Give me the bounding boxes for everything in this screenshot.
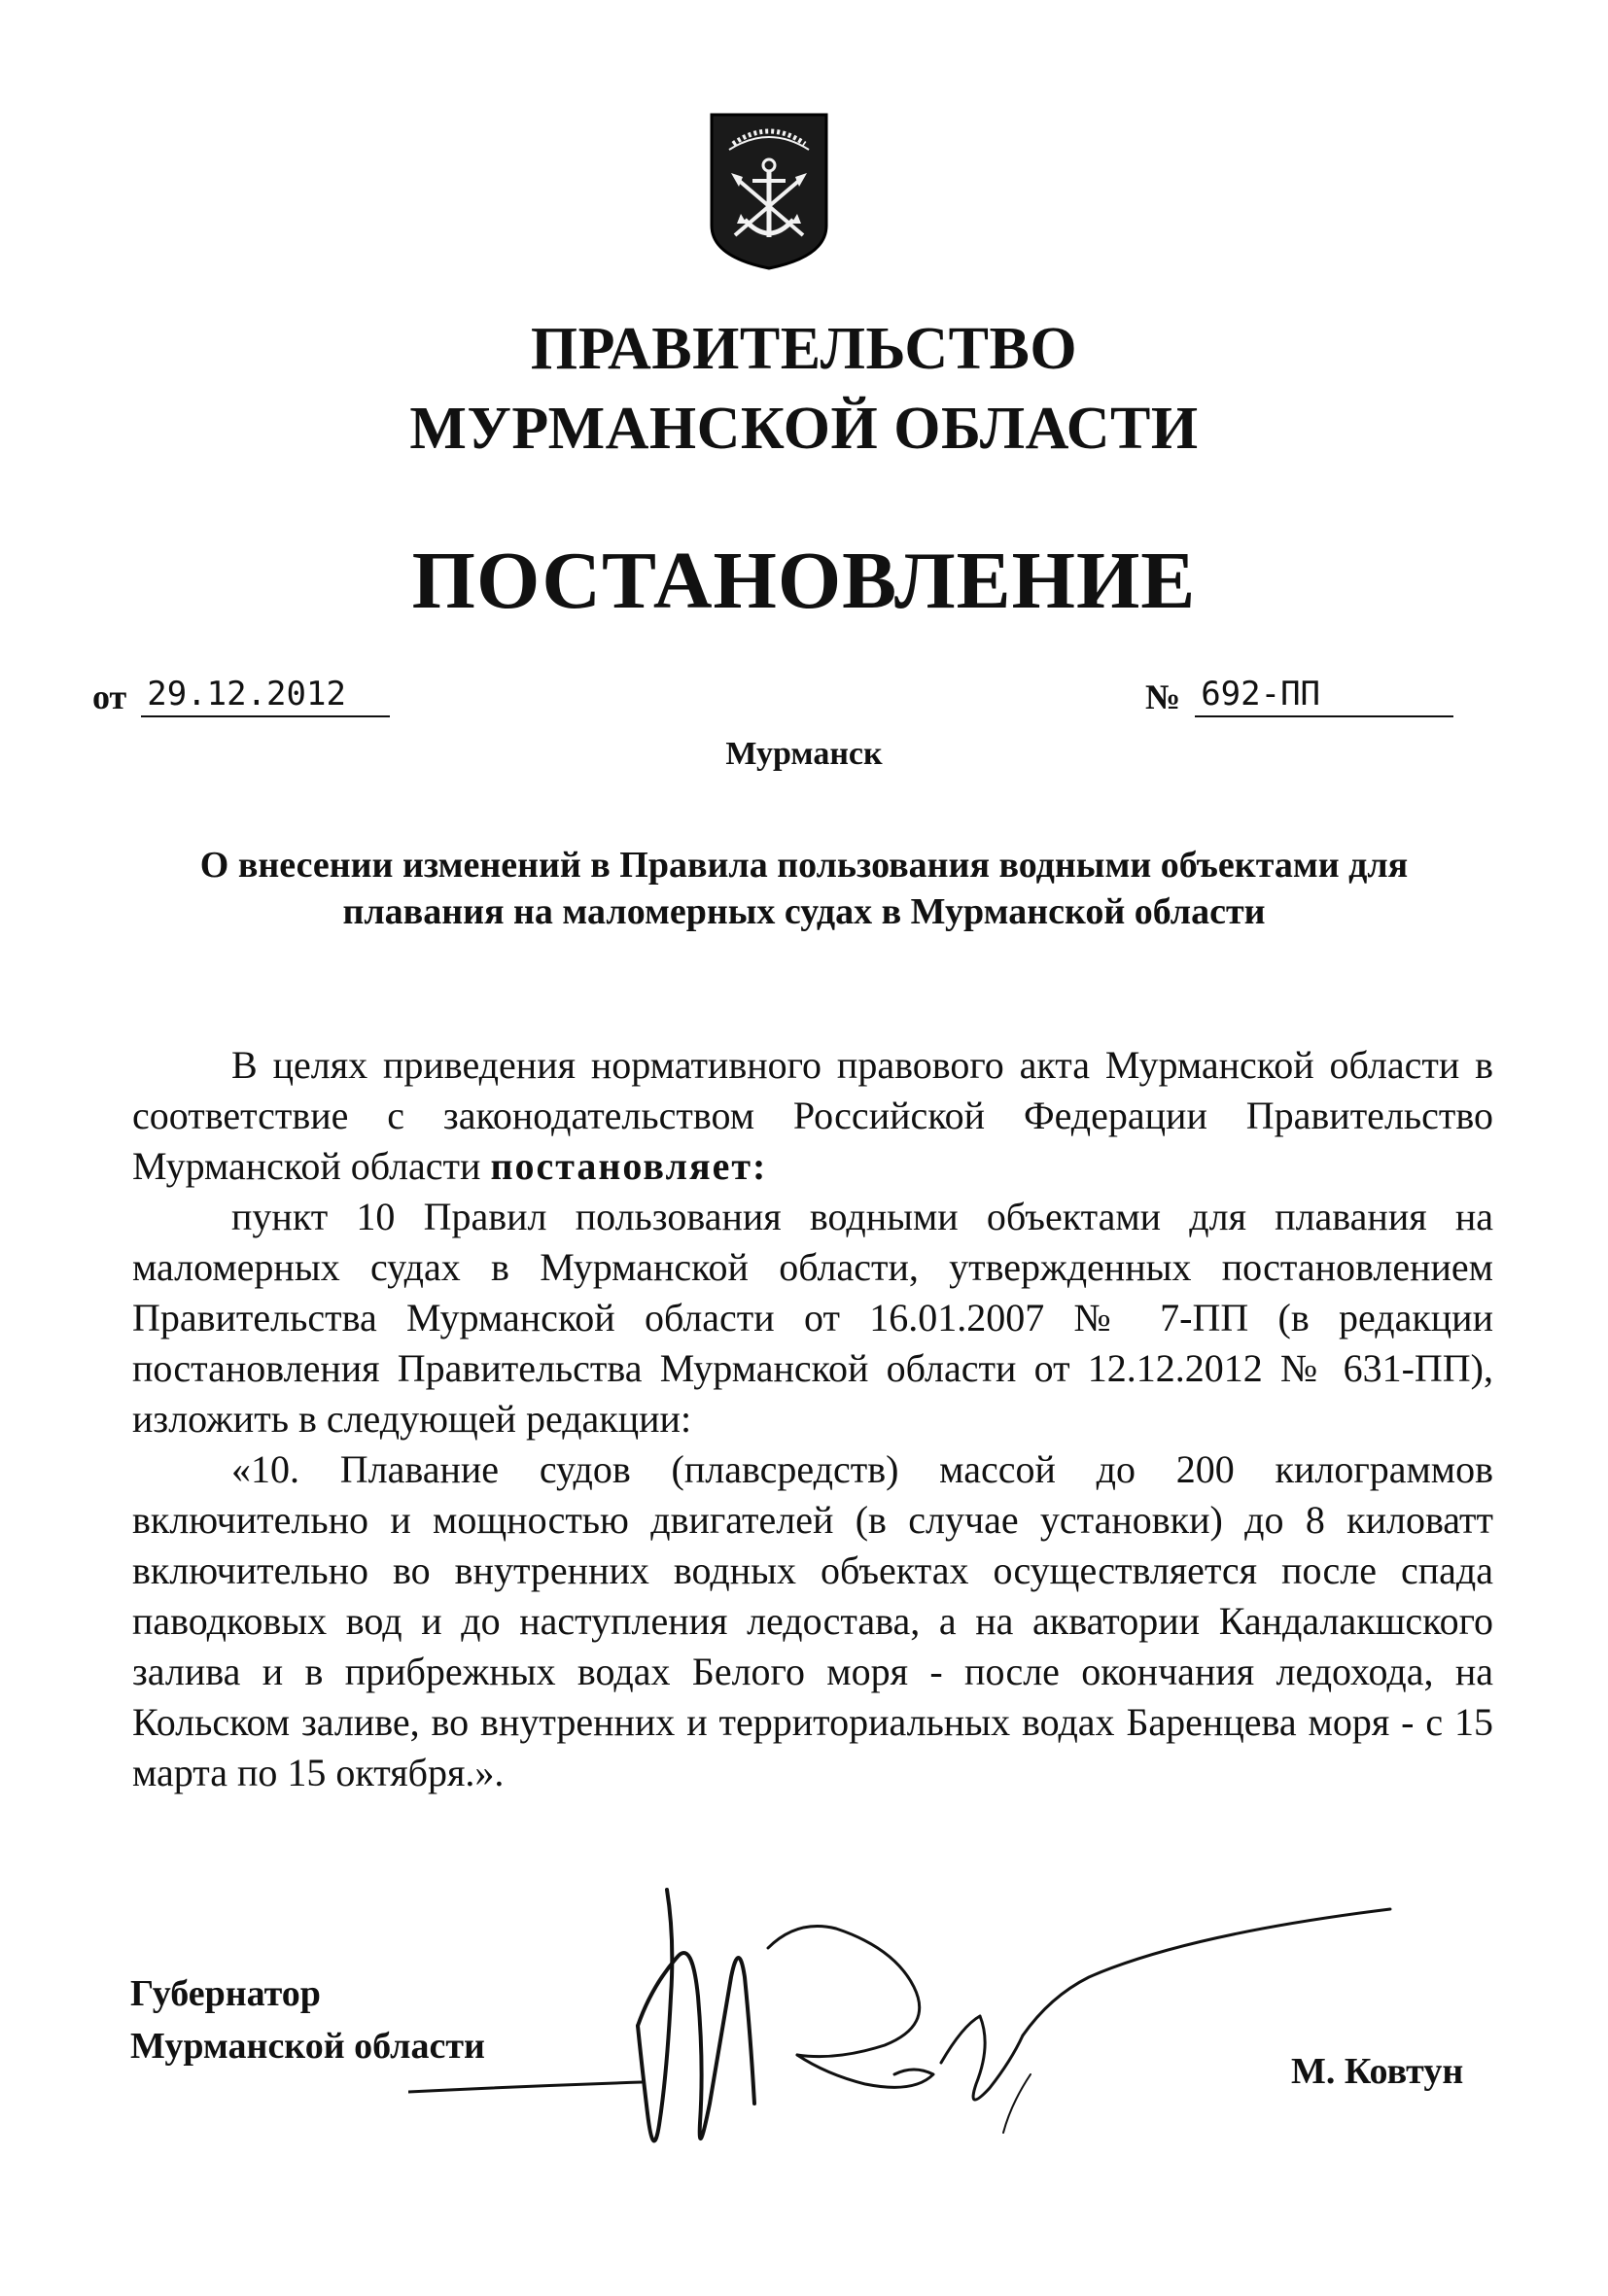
- city: Мурманск: [725, 736, 883, 772]
- handwritten-signature: [408, 1880, 1400, 2191]
- paragraph-1: [132, 1040, 1493, 1192]
- government-title: [0, 309, 1608, 469]
- document-number: [1145, 675, 1453, 725]
- paragraph-3: «10. Плавание судов (плавсредств) массой до 200 килограммов включительно и мощностью двигателей (в случае установки) до 8 киловатт включительно во внутренних водных объектах осуществляется после спада паводковых вод и до наступления ледостава, а на акватории Кандалакшского залива и в прибрежных водах Белого моря - после окончания ледохода, на Кольском заливе, во внутренних и территориальных водах Баренцева моря - с 15 марта по 15 октября.».: [132, 1447, 1493, 1794]
- position-line-1: Губернатор: [130, 1973, 321, 2014]
- coat-of-arms-icon: [708, 111, 830, 272]
- subject-line-2: плавания на маломерных судах в Мурманской области: [342, 891, 1266, 932]
- date-value: 29.12.2012: [141, 675, 390, 717]
- org-line-2: МУРМАНСКОЙ ОБЛАСТИ: [409, 396, 1199, 462]
- document-date: [92, 675, 390, 725]
- document-body: [132, 1040, 1493, 1798]
- paragraph-2: пункт 10 Правил пользования водными объектами для плавания на маломерных судах в Мурманской области, утвержденных постановлением Правительства Мурманской области от 16.01.2007 № 7-ПП (в редакции постановления Правительства Мурманской области от 12.12.2012 № 631-ПП), изложить в следующей редакции:: [132, 1195, 1493, 1441]
- position-line-2: Мурманской области: [130, 2026, 485, 2067]
- number-prefix: №: [1145, 678, 1181, 716]
- org-line-1: ПРАВИТЕЛЬСТВО: [530, 316, 1078, 382]
- subject-line-1: О внесении изменений в Правила пользования водными объектами для: [199, 845, 1409, 886]
- document-subject: [146, 842, 1462, 935]
- signatory-name: М. Ковтун: [1291, 2051, 1464, 2092]
- signatory-position: [130, 1967, 485, 2072]
- resolution-keyword: постановляет:: [490, 1144, 768, 1188]
- date-prefix: от: [92, 678, 127, 716]
- number-value: 692-ПП: [1195, 675, 1453, 717]
- document-type-heading: ПОСТАНОВЛЕНИЕ: [411, 536, 1197, 626]
- paragraph-1-text: В целях приведения нормативного правового акта Мурманской области в соответствие с законодательством Российской Федерации Правительство Мурманской области: [132, 1043, 1493, 1188]
